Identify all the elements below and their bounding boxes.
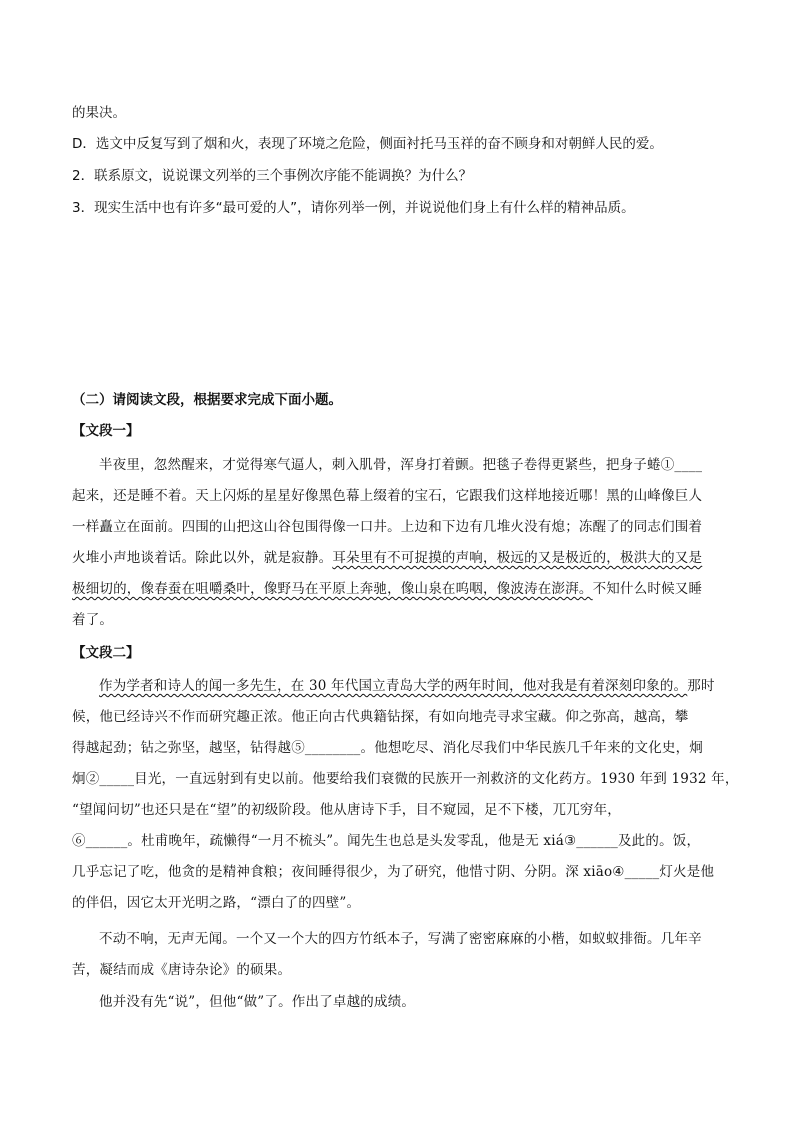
passage-two-para2-line-1: 不动不响，无声无闻。一个又一个大的四方竹纸本子，写满了密密麻麻的小楷，如蚁蚁排衙。几年辛 xyxy=(99,931,702,947)
passage-two-line-1-tail: 那时 xyxy=(687,678,715,694)
passage-one-line-5-tail: 不知什么时候又睡 xyxy=(592,581,703,597)
passage-two-line-6: ⑥______。杜甫晚年，疏懒得“一月不梳头”。闻先生也总是头发零乱，他是无 xiá③______及此的。饭， xyxy=(72,833,701,849)
passage-two-underlined-sentence: 作为学者和诗人的闻一多先生，在 30 年代国立青岛大学的两年时间，他对我是有着深刻印象的。 xyxy=(99,678,688,694)
passage-one-line-4 xyxy=(72,549,728,567)
question-2: 2．联系原文，说说课文列举的三个事例次序能不能调换？为什么？ xyxy=(72,168,473,184)
passage-one-wavy-part-b: 极细切的，像春蚕在咀嚼桑叶，像野马在平原上奔驰，像山泉在呜咽，像波涛在澎湃。 xyxy=(72,581,593,597)
option-d: D．选文中反复写到了烟和火，表现了环境之危险，侧面衬托马玉祥的奋不顾身和对朝鲜人民的爱。 xyxy=(72,136,663,152)
option-c-continuation: 的果决。 xyxy=(72,105,126,121)
passage-two-line-7: 几乎忘记了吃，他贪的是精神食粮；夜间睡得很少，为了研究，他惜寸阴、分阴。深 xiāo④_____灯火是他 xyxy=(72,864,715,880)
passage-two-line-2: 候，他已经诗兴不作而研究趣正浓。他正向古代典籍钻探，有如向地壳寻求宝藏。仰之弥高，越高，攀 xyxy=(72,709,689,725)
passage-one-wavy-part-a: 耳朵里有不可捉摸的声响，极远的又是极近的，极洪大的又是 xyxy=(332,550,703,566)
passage-two-line-8: 的伴侣，因它太开光明之路，“漂白了的四壁”。 xyxy=(72,895,361,911)
passage-one-line-6: 着了。 xyxy=(72,612,114,628)
passage-one-line-4-plain: 火堆小声地谈着话。除此以外，就是寂静。 xyxy=(72,550,333,566)
passage-two-para2-line-2: 苦，凝结而成《唐诗杂论》的硕果。 xyxy=(72,962,292,978)
passage-two-para3: 他并没有先“说”，但他“做”了。作出了卓越的成绩。 xyxy=(99,994,416,1010)
passage-two-line-4: 炯②_____目光，一直远射到有史以前。他要给我们衰微的民族开一剂救济的文化药方。1930 年到 1932 年， xyxy=(72,771,739,787)
passage-two-line-5: “望闻问切”也还只是在“望”的初级阶段。他从唐诗下手，目不窥园，足不下楼，兀兀穷年， xyxy=(72,802,622,818)
passage-one-line-5 xyxy=(72,580,728,598)
passage-two-line-1 xyxy=(72,677,755,695)
passage-two-line-3: 得越起劲；钻之弥坚，越坚，钻得越⑤________。他想吃尽、消化尽我们中华民族几千年来的文化史，炯 xyxy=(72,740,703,756)
section-two-heading: （二）请阅读文段，根据要求完成下面小题。 xyxy=(72,392,342,408)
question-3: 3．现实生活中也有许多“最可爱的人”，请你列举一例，并说说他们身上有什么样的精神品质。 xyxy=(72,200,635,216)
passage-one-line-1: 半夜里，忽然醒来，才觉得寒气逼人，刺入肌骨，浑身打着颤。把毯子卷得更紧些，把身子蜷①____ xyxy=(99,457,703,473)
passage-one-line-3: 一样矗立在面前。四围的山把这山谷包围得像一口井。上边和下边有几堆火没有熄；冻醒了的同志们围着 xyxy=(72,519,703,535)
passage-two-label: 【文段二】 xyxy=(72,645,140,661)
passage-one-line-2: 起来，还是睡不着。天上闪烁的星星好像黑色幕上缀着的宝石，它跟我们这样地接近哪！黑的山峰像巨人 xyxy=(72,488,703,504)
passage-one-label: 【文段一】 xyxy=(72,423,140,439)
